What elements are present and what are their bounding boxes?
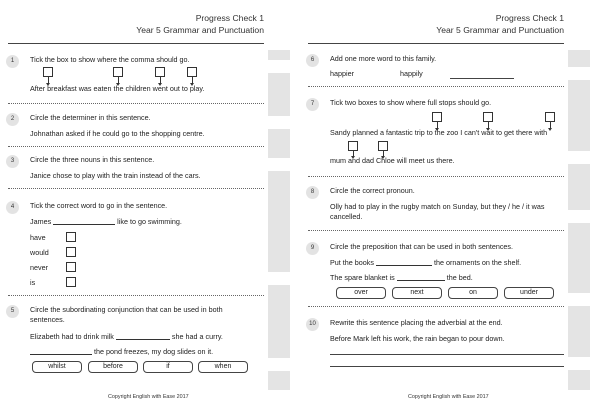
full-stop-tick-box-2[interactable] <box>483 112 493 122</box>
answer-blank[interactable] <box>397 280 445 281</box>
mark-box-q4[interactable] <box>268 272 290 285</box>
sentence-end: the pond freezes, my dog slides on it. <box>94 347 214 356</box>
option-tick-box-would[interactable] <box>66 247 76 257</box>
copyright-footer: Copyright English with Ease 2017 <box>408 394 489 400</box>
question-sentence-1 <box>30 332 223 342</box>
option-over[interactable]: over <box>336 287 386 299</box>
page-header <box>436 12 564 36</box>
mark-box-q10[interactable] <box>568 357 590 370</box>
answer-line[interactable] <box>330 354 564 355</box>
question-instruction: Tick the box to show where the comma should go. <box>30 55 190 64</box>
answer-blank[interactable] <box>116 339 170 340</box>
question-sentence-2 <box>30 347 213 357</box>
question-number: 1 <box>6 55 19 68</box>
full-stop-tick-box-5[interactable] <box>378 141 388 151</box>
question-number: 7 <box>306 98 319 111</box>
sentence-end: the bed. <box>446 273 473 282</box>
question-divider <box>308 230 564 231</box>
answer-blank[interactable] <box>30 354 92 355</box>
header-title: Progress Check 1 <box>495 13 564 23</box>
option-label: have <box>30 233 46 242</box>
mark-box-q5[interactable] <box>268 358 290 371</box>
answer-line[interactable] <box>330 366 564 367</box>
question-instruction: Circle the three nouns in this sentence. <box>30 155 155 164</box>
question-number: 6 <box>306 54 319 67</box>
full-stop-tick-box-1[interactable] <box>432 112 442 122</box>
question-instruction: Add one more word to this family. <box>330 54 437 63</box>
option-under[interactable]: under <box>504 287 554 299</box>
question-number: 10 <box>306 318 319 331</box>
mark-box-q7[interactable] <box>568 151 590 164</box>
header-subtitle: Year 5 Grammar and Punctuation <box>436 25 564 35</box>
question-sentence: Before Mark left his work, the rain began to pour down. <box>330 334 505 343</box>
comma-tick-box-3[interactable] <box>155 67 165 77</box>
option-tick-box-is[interactable] <box>66 277 76 287</box>
option-tick-box-never[interactable] <box>66 262 76 272</box>
option-before[interactable]: before <box>88 361 138 373</box>
question-number: 9 <box>306 242 319 255</box>
question-divider <box>308 176 564 177</box>
answer-line[interactable] <box>450 78 514 79</box>
mark-box-q9[interactable] <box>568 293 590 306</box>
sentence-start: Elizabeth had to drink milk <box>30 332 114 341</box>
full-stop-tick-box-4[interactable] <box>348 141 358 151</box>
question-divider <box>308 306 564 307</box>
question-divider <box>8 188 264 189</box>
mark-box-q2[interactable] <box>268 116 290 129</box>
page-header <box>136 12 264 36</box>
question-number: 3 <box>6 155 19 168</box>
mark-box-q6[interactable] <box>568 67 590 80</box>
option-label: would <box>30 248 49 257</box>
option-label: never <box>30 263 48 272</box>
question-sentence-line-1: Olly had to play in the rugby match on Sunday, but they / he / it was <box>330 202 545 211</box>
question-sentence-1 <box>330 258 521 268</box>
arrow-down-icon <box>160 77 161 83</box>
option-when[interactable]: when <box>198 361 248 373</box>
arrow-down-icon <box>118 77 119 83</box>
question-instruction: Tick the correct word to go in the sentence. <box>30 201 168 210</box>
answer-blank[interactable] <box>53 224 115 225</box>
option-next[interactable]: next <box>392 287 442 299</box>
question-number: 8 <box>306 186 319 199</box>
sentence-end: like to go swimming. <box>117 217 182 226</box>
sentence-end: she had a curry. <box>171 332 223 341</box>
sentence-start: The spare blanket is <box>330 273 395 282</box>
option-if[interactable]: if <box>143 361 193 373</box>
word-family-2: happily <box>400 69 423 78</box>
question-number: 4 <box>6 201 19 214</box>
comma-tick-box-1[interactable] <box>43 67 53 77</box>
question-instruction: Circle the correct pronoun. <box>330 186 415 195</box>
full-stop-tick-box-3[interactable] <box>545 112 555 122</box>
arrow-down-icon <box>192 77 193 83</box>
question-sentence-line-1: Sandy planned a fantastic trip to the zoo I can't wait to get there with <box>330 128 548 137</box>
question-instruction: Tick two boxes to show where full stops should go. <box>330 98 492 107</box>
question-sentence: Janice chose to play with the train instead of the cars. <box>30 171 201 180</box>
question-sentence: Johnathan asked if he could go to the shopping centre. <box>30 129 205 138</box>
sentence-start: James <box>30 217 52 226</box>
question-number: 5 <box>6 305 19 318</box>
question-instruction: Rewrite this sentence placing the adverbial at the end. <box>330 318 503 327</box>
mark-box-q1[interactable] <box>268 60 290 73</box>
question-instruction: Circle the preposition that can be used in both sentences. <box>330 242 513 251</box>
sentence-start: Put the books <box>330 258 374 267</box>
question-divider <box>8 295 264 296</box>
header-subtitle: Year 5 Grammar and Punctuation <box>136 25 264 35</box>
question-sentence: After breakfast was eaten the children went out to play. <box>30 84 205 93</box>
arrow-down-icon <box>550 122 551 128</box>
answer-blank[interactable] <box>376 265 432 266</box>
question-sentence-2 <box>330 273 473 283</box>
copyright-footer: Copyright English with Ease 2017 <box>108 394 189 400</box>
question-divider <box>8 146 264 147</box>
question-sentence-line-2: mum and dad Chloe will meet us there. <box>330 156 455 165</box>
worksheet-page-right <box>300 0 600 418</box>
question-instruction: Circle the determiner in this sentence. <box>30 113 151 122</box>
comma-tick-box-2[interactable] <box>113 67 123 77</box>
question-divider <box>8 103 264 104</box>
question-divider <box>308 86 564 87</box>
option-on[interactable]: on <box>448 287 498 299</box>
header-rule <box>308 43 564 44</box>
question-sentence <box>30 217 182 227</box>
option-label: is <box>30 278 36 287</box>
comma-tick-box-4[interactable] <box>187 67 197 77</box>
mark-box-q8[interactable] <box>568 210 590 223</box>
header-rule <box>8 43 264 44</box>
mark-box-q3[interactable] <box>268 158 290 171</box>
option-whilst[interactable]: whilst <box>32 361 82 373</box>
sentence-end: the ornaments on the shelf. <box>433 258 522 267</box>
question-instruction-line-1: Circle the subordinating conjunction that can be used in both <box>30 305 223 314</box>
question-number: 2 <box>6 113 19 126</box>
question-instruction-line-2: sentences. <box>30 315 65 324</box>
option-tick-box-have[interactable] <box>66 232 76 242</box>
header-title: Progress Check 1 <box>195 13 264 23</box>
question-sentence-line-2: cancelled. <box>330 212 363 221</box>
word-family-1: happier <box>330 69 354 78</box>
arrow-down-icon <box>48 77 49 83</box>
marking-column <box>268 50 290 390</box>
